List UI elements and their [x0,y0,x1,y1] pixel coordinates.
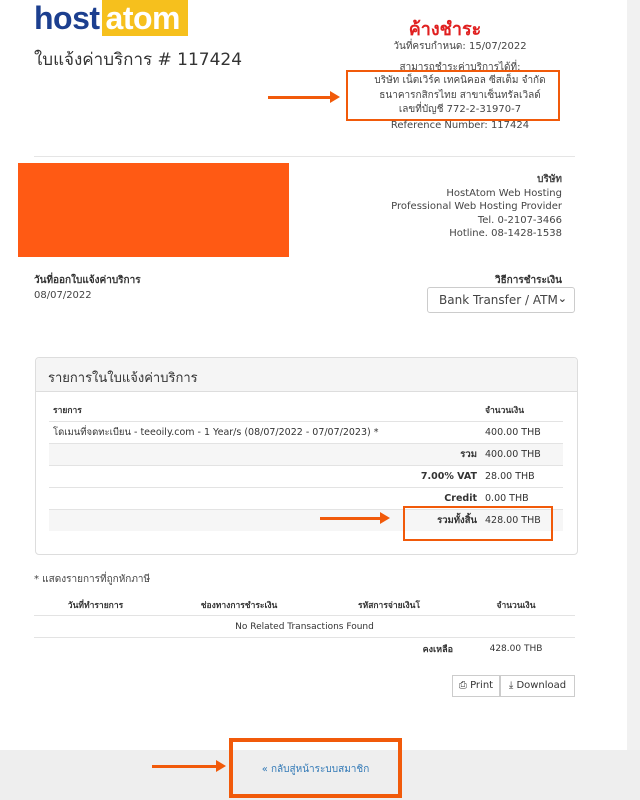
col-date-header: วันที่ทำรายการ [67,600,124,611]
tax-note: * แสดงรายการที่ถูกหักภาษี [34,574,151,585]
company-tagline: Professional Web Hosting Provider [391,201,562,212]
vat-row [49,466,563,488]
col-description-header: รายการ [53,406,82,416]
transactions-table [34,594,575,659]
print-button[interactable] [452,675,500,697]
reference-number: Reference Number: 117424 [390,120,530,131]
arrow-annotation [152,765,218,768]
total-highlight [403,506,553,541]
total-value: 428.00 THB [481,510,563,532]
divider [34,156,575,157]
items-panel-title: รายการในใบแจ้งค่าบริการ [36,358,577,392]
payment-method-select[interactable] [427,287,575,313]
pay-to-label: สามารถชำระค่าบริการได้ที่: [399,62,521,73]
col-amount-header: จำนวนเงิน [485,406,525,416]
download-icon: ⤓ [508,680,514,691]
item-description: โดเมนที่จดทะเบียน - teeoily.com - 1 Year/s (08/07/2022 - 07/07/2023) * [49,422,481,444]
issue-date-label: วันที่ออกใบแจ้งค่าบริการ [34,275,141,286]
company-tel: Tel. 0-2107-3466 [477,214,562,226]
pay-to-bank: ธนาคารกสิกรไทย สาขาเซ็นทรัลเวิลด์ [379,90,541,101]
logo-host-text: host [34,0,100,36]
print-label: Print [470,680,494,691]
credit-value: 0.00 THB [481,488,563,510]
back-to-client-area-link[interactable]: « กลับสู่หน้าระบบสมาชิก [261,764,370,775]
printer-icon: ⎙ [458,680,467,691]
redacted-block [18,163,289,257]
subtotal-value: 400.00 THB [481,444,563,466]
pay-to-account: เลขที่บัญชี 772-2-31970-7 [398,104,522,115]
company-hotline: Hotline. 08-1428-1538 [449,228,562,239]
col-txid-header: รหัสการจ่ายเงินโ [358,600,421,611]
vat-value: 28.00 THB [481,466,563,488]
total-label: รวมทั้งสิ้น [49,510,481,532]
subtotal-label: รวม [49,444,481,466]
payment-method-label: วิธีการชำระเงิน [494,275,562,286]
issue-date-value: 08/07/2022 [34,290,92,301]
subtotal-row [49,444,563,466]
invoice-title: ใบแจ้งค่าบริการ # 117424 [34,50,243,70]
payment-method-value: Bank Transfer / ATM [439,293,558,307]
company-name: HostAtom Web Hosting [446,187,562,199]
table-row [34,616,575,638]
arrow-annotation [320,517,382,520]
logo-atom-text: atom [102,0,188,36]
balance-value: 428.00 THB [457,638,575,660]
download-button[interactable] [500,675,575,697]
col-amount-header: จำนวนเงิน [496,600,536,611]
table-row [49,422,563,444]
company-title: บริษัท [537,174,562,185]
scrollbar[interactable] [627,0,640,750]
credit-label: Credit [49,488,481,510]
invoice-status: ค้างชำระ [408,19,482,40]
chevron-down-icon: ⌄ [557,292,567,305]
arrow-annotation [268,96,332,99]
due-date: วันที่ครบกำหนด: 15/07/2022 [393,41,527,52]
balance-row [34,638,575,660]
table-header-row [34,594,575,616]
vat-label: 7.00% VAT [49,466,481,488]
col-gateway-header: ช่องทางการชำระเงิน [200,600,278,611]
download-label: Download [516,680,567,691]
company-info [391,173,562,241]
no-transactions-message: No Related Transactions Found [34,616,575,638]
balance-label: คงเหลือ [34,638,457,660]
item-amount: 400.00 THB [481,422,563,444]
table-header-row [49,399,563,422]
pay-to-company: บริษัท เน็ตเวิร์ค เทคนิคอล ซีสเต็ม จำกัด [374,75,546,86]
hostatom-logo[interactable] [34,0,188,36]
